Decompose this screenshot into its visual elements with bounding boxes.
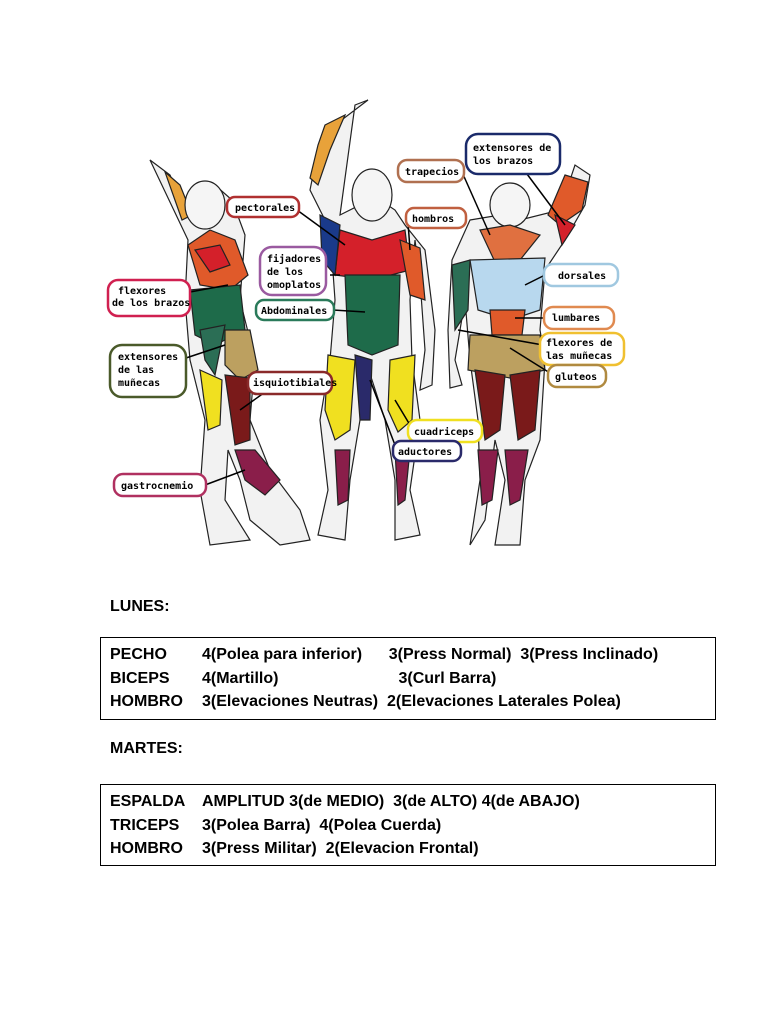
label-flexores-brazos-line1: flexores <box>118 286 167 297</box>
label-extensores-munecas-line3: muñecas <box>118 378 161 389</box>
label-cuadriceps: cuadriceps <box>414 427 475 438</box>
muscle-anatomy-figure <box>100 95 640 565</box>
label-isquiotibiales: isquiotibiales <box>253 378 338 389</box>
exercise-list: 3(Press Militar) 2(Elevacion Frontal) <box>202 840 479 857</box>
label-flexores-munecas-line2: las muñecas <box>546 351 613 362</box>
label-gluteos: gluteos <box>555 372 598 383</box>
label-extensores-brazos-line2: los brazos <box>473 156 534 167</box>
routine-row <box>110 690 715 714</box>
label-fijadores-line3: omoplatos <box>267 280 322 291</box>
label-abdominales: Abdominales <box>261 306 328 317</box>
routine-table-martes <box>100 784 716 866</box>
exercise-list: 3(Polea Barra) 4(Polea Cuerda) <box>202 816 442 834</box>
label-hombros: hombros <box>412 214 455 225</box>
label-flexores-brazos-line2: de los brazos <box>112 298 191 309</box>
exercise-list: AMPLITUD 3(de MEDIO) 3(de ALTO) 4(de ABAJO) <box>202 793 580 810</box>
label-pectorales: pectorales <box>235 203 296 214</box>
muscle-group: HOMBRO <box>110 693 183 710</box>
exercise-list: 4(Martillo) 3(Curl Barra) <box>202 669 497 687</box>
label-bubble-extensores-brazos <box>466 134 560 174</box>
day-heading-martes: MARTES: <box>110 740 183 757</box>
exercise-list: 4(Polea para inferior) 3(Press Normal) 3(Press Inclinado) <box>202 646 659 663</box>
muscle-group: HOMBRO <box>110 840 183 857</box>
label-extensores-munecas-line2: de las <box>118 365 155 376</box>
label-fijadores-line2: de los <box>267 267 304 278</box>
routine-row <box>110 814 715 838</box>
muscle-group: BICEPS <box>110 669 170 687</box>
routine-row <box>110 790 715 814</box>
muscle-diagram <box>100 95 640 565</box>
routine-row <box>110 837 715 861</box>
exercise-list: 3(Elevaciones Neutras) 2(Elevaciones Laterales Polea) <box>202 693 621 710</box>
label-fijadores-line1: fijadores <box>267 254 322 265</box>
label-lumbares: lumbares <box>552 313 601 324</box>
label-flexores-munecas-line1: flexores de <box>546 338 613 349</box>
label-extensores-brazos-line1: extensores de <box>473 143 552 154</box>
routine-row <box>110 643 715 667</box>
label-dorsales: dorsales <box>558 271 607 282</box>
muscle-group: TRICEPS <box>110 816 180 834</box>
routine-row <box>110 667 715 691</box>
routine-table-lunes <box>100 637 716 720</box>
muscle-group: ESPALDA <box>110 793 186 810</box>
label-aductores: aductores <box>398 447 453 458</box>
label-gastrocnemio: gastrocnemio <box>121 481 194 492</box>
day-heading-lunes: LUNES: <box>110 598 170 615</box>
muscle-group: PECHO <box>110 646 167 663</box>
label-extensores-munecas-line1: extensores <box>118 352 179 363</box>
label-trapecios: trapecios <box>405 167 460 178</box>
